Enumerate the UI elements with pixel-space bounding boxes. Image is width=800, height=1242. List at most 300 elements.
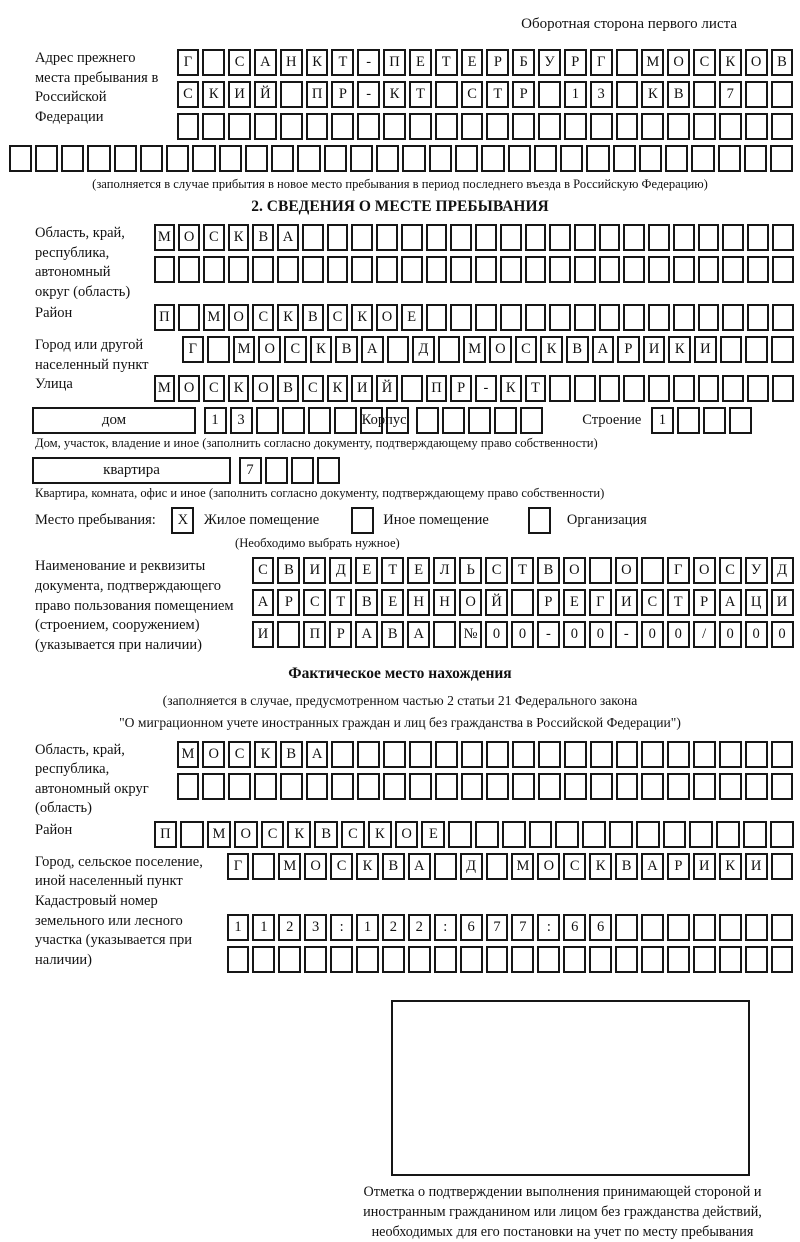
- char-box: [324, 145, 347, 172]
- char-box: М: [154, 375, 176, 402]
- char-box: №: [459, 621, 482, 648]
- char-box: С: [203, 224, 225, 251]
- char-box: [722, 304, 744, 331]
- char-box: [720, 336, 743, 363]
- char-box: [180, 821, 204, 848]
- fact-oblast-label: Область, край, республика, автономный округ (область): [35, 741, 149, 817]
- char-box: Й: [376, 375, 398, 402]
- char-box: О: [376, 304, 398, 331]
- choose-note: (Необходимо выбрать нужное): [235, 536, 400, 551]
- char-box: Т: [331, 49, 354, 76]
- char-box: [327, 256, 349, 283]
- char-box: В: [302, 304, 324, 331]
- char-box: С: [341, 821, 365, 848]
- char-box: [722, 375, 744, 402]
- char-box: О: [258, 336, 281, 363]
- kvartira-type-box: квартира: [32, 457, 231, 484]
- char-box: Р: [329, 621, 352, 648]
- char-box: [178, 304, 200, 331]
- char-box: [719, 741, 742, 768]
- char-box: В: [771, 49, 794, 76]
- prev-address-row-4: [7, 145, 795, 172]
- char-box: С: [261, 821, 285, 848]
- char-box: [589, 557, 612, 584]
- char-box: [166, 145, 189, 172]
- char-box: [409, 741, 432, 768]
- char-box: [434, 853, 457, 880]
- char-box: [330, 946, 353, 973]
- char-box: [408, 946, 431, 973]
- char-box: [435, 773, 458, 800]
- char-box: [560, 145, 583, 172]
- char-box: [747, 375, 769, 402]
- char-box: [416, 407, 439, 434]
- char-box: [744, 145, 767, 172]
- char-box: [461, 773, 484, 800]
- char-box: [486, 773, 509, 800]
- char-box: [639, 145, 662, 172]
- kvartira-note: Квартира, комната, офис и иное (заполнить согласно документу, подтверждающему право собственности): [35, 486, 605, 501]
- char-box: С: [719, 557, 742, 584]
- char-box: [277, 256, 299, 283]
- char-box: [549, 304, 571, 331]
- char-box: [512, 773, 535, 800]
- char-box: 0: [667, 621, 690, 648]
- dom-type-box: дом: [32, 407, 196, 434]
- char-box: [356, 946, 379, 973]
- char-box: 6: [460, 914, 483, 941]
- char-box: [745, 741, 768, 768]
- char-box: 2: [382, 914, 405, 941]
- char-box: [512, 113, 535, 140]
- prev-address-note: (заполняется в случае прибытия в новое место пребывания в период последнего въезда в Российскую Федерацию): [92, 177, 708, 191]
- char-box: 1: [651, 407, 674, 434]
- char-box: [207, 336, 230, 363]
- char-box: [401, 224, 423, 251]
- char-box: [520, 407, 543, 434]
- char-box: [460, 946, 483, 973]
- char-box: Т: [486, 81, 509, 108]
- dom-note: Дом, участок, владение и иное (заполнить согласно документу, подтверждающему право собственности): [35, 436, 598, 451]
- char-box: [574, 375, 596, 402]
- char-box: О: [304, 853, 327, 880]
- char-box: [623, 224, 645, 251]
- char-box: [771, 336, 794, 363]
- char-box: В: [355, 589, 378, 616]
- char-box: И: [351, 375, 373, 402]
- char-box: К: [383, 81, 406, 108]
- char-box: К: [719, 49, 742, 76]
- char-box: А: [408, 853, 431, 880]
- char-box: В: [382, 853, 405, 880]
- checkbox-zhiloe: [170, 507, 196, 534]
- char-box: [202, 773, 225, 800]
- char-box: :: [434, 914, 457, 941]
- char-box: Е: [401, 304, 423, 331]
- char-box: С: [228, 741, 251, 768]
- char-box: [772, 256, 794, 283]
- char-box: В: [277, 375, 299, 402]
- char-box: [703, 407, 726, 434]
- gorod-block: [35, 336, 795, 375]
- zhiloe-label: Жилое помещение: [203, 512, 320, 529]
- stamp-area: [35, 1000, 795, 1242]
- char-box: [178, 256, 200, 283]
- checkbox-org: [527, 507, 553, 534]
- char-box: [693, 946, 716, 973]
- char-box: Д: [412, 336, 435, 363]
- char-box: [202, 49, 225, 76]
- char-box: [350, 145, 373, 172]
- doc-row-3: [250, 621, 795, 648]
- char-box: [698, 304, 720, 331]
- char-box: [718, 145, 741, 172]
- char-box: [254, 773, 277, 800]
- ulitsa-label: Улица: [35, 376, 73, 393]
- char-box: 1: [356, 914, 379, 941]
- char-box: [667, 113, 690, 140]
- char-box: В: [280, 741, 303, 768]
- section2-title: 2. СВЕДЕНИЯ О МЕСТЕ ПРЕБЫВАНИЯ: [251, 198, 549, 215]
- char-box: [351, 256, 373, 283]
- char-box: [747, 304, 769, 331]
- char-box: [609, 821, 633, 848]
- char-box: [648, 304, 670, 331]
- char-box: [667, 773, 690, 800]
- char-box: 3: [590, 81, 613, 108]
- char-box: О: [228, 304, 250, 331]
- oblast-row-2: [152, 256, 795, 283]
- char-box: [438, 336, 461, 363]
- gorod-label: Город или другой населенный пункт: [35, 337, 149, 373]
- char-box: [599, 256, 621, 283]
- char-box: С: [693, 49, 716, 76]
- char-box: [745, 773, 768, 800]
- char-box: [114, 145, 137, 172]
- char-box: [534, 145, 557, 172]
- fact-oblast-row-1: [175, 741, 795, 768]
- char-box: К: [719, 853, 742, 880]
- char-box: А: [407, 621, 430, 648]
- char-box: [402, 145, 425, 172]
- char-box: Е: [407, 557, 430, 584]
- char-box: [693, 773, 716, 800]
- char-box: [574, 256, 596, 283]
- char-box: [574, 304, 596, 331]
- char-box: [667, 914, 690, 941]
- char-box: Р: [450, 375, 472, 402]
- char-box: Д: [460, 853, 483, 880]
- char-box: [771, 113, 794, 140]
- kadastr-block: [35, 892, 795, 978]
- char-box: [317, 457, 340, 484]
- char-box: М: [641, 49, 664, 76]
- char-box: [528, 507, 551, 534]
- char-box: С: [177, 81, 200, 108]
- char-box: К: [228, 224, 250, 251]
- char-box: О: [395, 821, 419, 848]
- char-box: [745, 113, 768, 140]
- prev-address-row-1: [175, 49, 795, 76]
- char-box: [719, 946, 742, 973]
- fact-title: Фактическое место нахождения: [288, 665, 512, 683]
- char-box: А: [641, 853, 664, 880]
- char-box: В: [252, 224, 274, 251]
- char-box: [722, 256, 744, 283]
- char-box: [450, 256, 472, 283]
- char-box: [401, 375, 423, 402]
- char-box: [745, 81, 768, 108]
- char-box: [648, 375, 670, 402]
- char-box: [747, 256, 769, 283]
- char-box: К: [641, 81, 664, 108]
- char-box: [549, 375, 571, 402]
- char-box: [455, 145, 478, 172]
- char-box: [538, 81, 561, 108]
- char-box: [202, 113, 225, 140]
- char-box: Р: [667, 853, 690, 880]
- char-box: Е: [355, 557, 378, 584]
- char-box: [772, 224, 794, 251]
- char-box: Е: [461, 49, 484, 76]
- char-box: К: [368, 821, 392, 848]
- char-box: В: [381, 621, 404, 648]
- char-box: [306, 773, 329, 800]
- char-box: [564, 773, 587, 800]
- char-box: -: [357, 49, 380, 76]
- char-box: 7: [486, 914, 509, 941]
- char-box: [641, 113, 664, 140]
- char-box: [525, 304, 547, 331]
- char-box: 1: [564, 81, 587, 108]
- stroenie-label: Строение: [582, 412, 642, 429]
- char-box: [667, 741, 690, 768]
- char-box: [641, 557, 664, 584]
- char-box: X: [171, 507, 194, 534]
- char-box: [693, 81, 716, 108]
- stamp-box: [391, 1000, 750, 1176]
- char-box: К: [202, 81, 225, 108]
- char-box: К: [327, 375, 349, 402]
- char-box: И: [228, 81, 251, 108]
- char-box: 7: [719, 81, 742, 108]
- char-box: [304, 946, 327, 973]
- char-box: С: [284, 336, 307, 363]
- char-box: -: [615, 621, 638, 648]
- char-box: [475, 224, 497, 251]
- char-box: [599, 375, 621, 402]
- char-box: [771, 946, 794, 973]
- char-box: Р: [564, 49, 587, 76]
- oblast-label: Область, край, республика, автономный округ (область): [35, 225, 131, 300]
- char-box: [302, 224, 324, 251]
- char-box: Е: [563, 589, 586, 616]
- char-box: [538, 113, 561, 140]
- char-box: П: [154, 821, 178, 848]
- char-box: [698, 375, 720, 402]
- char-box: М: [511, 853, 534, 880]
- char-box: [529, 821, 553, 848]
- char-box: К: [356, 853, 379, 880]
- char-box: Р: [693, 589, 716, 616]
- char-box: 0: [719, 621, 742, 648]
- char-box: [673, 224, 695, 251]
- char-box: [401, 256, 423, 283]
- char-box: [555, 821, 579, 848]
- korpus-row: [415, 407, 561, 434]
- rayon-row: [152, 304, 795, 331]
- char-box: Т: [511, 557, 534, 584]
- char-box: [574, 224, 596, 251]
- char-box: [327, 224, 349, 251]
- char-box: 0: [589, 621, 612, 648]
- char-box: [252, 853, 275, 880]
- char-box: 0: [563, 621, 586, 648]
- char-box: [409, 773, 432, 800]
- prev-address-block: [35, 49, 795, 140]
- char-box: С: [327, 304, 349, 331]
- char-box: О: [745, 49, 768, 76]
- char-box: [308, 407, 331, 434]
- char-box: П: [154, 304, 176, 331]
- char-box: [616, 773, 639, 800]
- char-box: [623, 256, 645, 283]
- char-box: [512, 741, 535, 768]
- char-box: О: [178, 375, 200, 402]
- char-box: К: [310, 336, 333, 363]
- char-box: [376, 256, 398, 283]
- char-box: -: [357, 81, 380, 108]
- char-box: [563, 946, 586, 973]
- gorod-row: [180, 336, 795, 363]
- char-box: [140, 145, 163, 172]
- char-box: О: [252, 375, 274, 402]
- char-box: 2: [408, 914, 431, 941]
- ulitsa-row: [152, 375, 795, 402]
- char-box: [745, 336, 768, 363]
- stay-type-row: [35, 507, 795, 534]
- char-box: [486, 113, 509, 140]
- char-box: [745, 946, 768, 973]
- char-box: [511, 589, 534, 616]
- char-box: [331, 773, 354, 800]
- char-box: [306, 113, 329, 140]
- char-box: И: [745, 853, 768, 880]
- char-box: К: [540, 336, 563, 363]
- char-box: В: [667, 81, 690, 108]
- char-box: [616, 741, 639, 768]
- char-box: В: [615, 853, 638, 880]
- char-box: [615, 914, 638, 941]
- char-box: [475, 821, 499, 848]
- char-box: С: [302, 375, 324, 402]
- fact-rayon-row: [152, 821, 795, 848]
- char-box: [771, 773, 794, 800]
- char-box: [623, 304, 645, 331]
- char-box: [383, 741, 406, 768]
- char-box: [376, 224, 398, 251]
- char-box: [665, 145, 688, 172]
- char-box: П: [383, 49, 406, 76]
- char-box: [280, 113, 303, 140]
- char-box: [252, 256, 274, 283]
- char-box: [500, 304, 522, 331]
- kvartira-number-row: [237, 457, 795, 484]
- char-box: [537, 946, 560, 973]
- char-box: 0: [641, 621, 664, 648]
- char-box: [271, 145, 294, 172]
- dom-line: [32, 407, 795, 434]
- char-box: [693, 914, 716, 941]
- char-box: [636, 821, 660, 848]
- char-box: Й: [254, 81, 277, 108]
- char-box: [254, 113, 277, 140]
- char-box: [616, 113, 639, 140]
- char-box: [252, 946, 275, 973]
- char-box: Г: [227, 853, 250, 880]
- char-box: Л: [433, 557, 456, 584]
- char-box: [450, 304, 472, 331]
- char-box: А: [719, 589, 742, 616]
- fact-gorod-block: [35, 853, 795, 892]
- char-box: [538, 741, 561, 768]
- fact-note-2: "О миграционном учете иностранных граждан и лиц без гражданства в Российской Федерации"): [119, 714, 681, 730]
- char-box: [387, 336, 410, 363]
- kadastr-row-2: [225, 946, 795, 973]
- korpus-label: Корпус: [361, 412, 407, 429]
- char-box: [641, 946, 664, 973]
- char-box: 1: [227, 914, 250, 941]
- char-box: М: [177, 741, 200, 768]
- char-box: Г: [182, 336, 205, 363]
- char-box: [599, 304, 621, 331]
- char-box: [291, 457, 314, 484]
- char-box: 0: [771, 621, 794, 648]
- char-box: М: [203, 304, 225, 331]
- char-box: [663, 821, 687, 848]
- char-box: 6: [563, 914, 586, 941]
- char-box: [475, 256, 497, 283]
- char-box: -: [537, 621, 560, 648]
- char-box: [426, 224, 448, 251]
- char-box: [429, 145, 452, 172]
- char-box: [486, 853, 509, 880]
- char-box: М: [233, 336, 256, 363]
- prev-address-row-2: [175, 81, 795, 108]
- char-box: С: [228, 49, 251, 76]
- char-box: [382, 946, 405, 973]
- char-box: К: [668, 336, 691, 363]
- char-box: 0: [511, 621, 534, 648]
- char-box: О: [234, 821, 258, 848]
- char-box: 0: [745, 621, 768, 648]
- doc-block: [35, 557, 795, 655]
- char-box: [383, 113, 406, 140]
- char-box: К: [500, 375, 522, 402]
- char-box: П: [303, 621, 326, 648]
- char-box: [673, 304, 695, 331]
- char-box: [461, 741, 484, 768]
- char-box: Т: [525, 375, 547, 402]
- char-box: А: [252, 589, 275, 616]
- char-box: [468, 407, 491, 434]
- char-box: [590, 773, 613, 800]
- char-box: К: [306, 49, 329, 76]
- char-box: В: [335, 336, 358, 363]
- char-box: П: [426, 375, 448, 402]
- char-box: [648, 224, 670, 251]
- char-box: Г: [667, 557, 690, 584]
